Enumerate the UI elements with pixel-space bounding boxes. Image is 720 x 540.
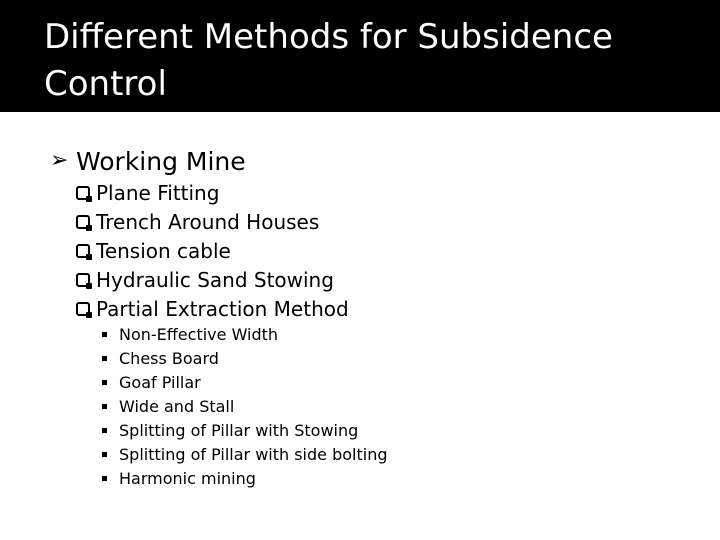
sub-method-label: Goaf Pillar [119,372,201,392]
sub-method-label: Chess Board [119,348,219,368]
arrow-bullet-icon: ➢ [50,148,69,173]
method-item [76,294,349,323]
checkbox-bullet-icon [76,244,90,258]
method-item [76,207,319,236]
method-label: Hydraulic Sand Stowing [96,267,334,292]
sub-method-item [102,346,219,370]
square-bullet-icon [102,452,107,457]
sub-method-label: Wide and Stall [119,396,235,416]
square-bullet-icon [102,380,107,385]
sub-method-label: Harmonic mining [119,468,256,488]
sub-method-label: Splitting of Pillar with side bolting [119,444,388,464]
checkbox-bullet-icon [76,215,90,229]
method-label: Trench Around Houses [96,209,320,234]
sub-method-item [102,394,234,418]
sub-method-item [102,418,358,442]
method-label: Partial Extraction Method [96,296,349,321]
sub-method-item [102,322,278,346]
sub-method-label: Splitting of Pillar with Stowing [119,420,359,440]
sub-method-label: Non-Effective Width [119,324,279,344]
square-bullet-icon [102,404,107,409]
sub-method-item [102,466,256,490]
square-bullet-icon [102,476,107,481]
checkbox-bullet-icon [76,273,90,287]
bullet-label: Working Mine [76,146,246,176]
square-bullet-icon [102,428,107,433]
method-item [76,265,334,294]
sub-method-item [102,442,388,466]
checkbox-bullet-icon [76,302,90,316]
method-label: Plane Fitting [96,180,220,205]
sub-method-item [102,370,201,394]
square-bullet-icon [102,332,107,337]
square-bullet-icon [102,356,107,361]
slide-title: Different Methods for Subsidence Control [44,17,613,104]
checkbox-bullet-icon [76,186,90,200]
method-item [76,236,231,265]
method-label: Tension cable [96,238,231,263]
method-item [76,178,219,207]
bullet-working-mine [50,144,246,178]
